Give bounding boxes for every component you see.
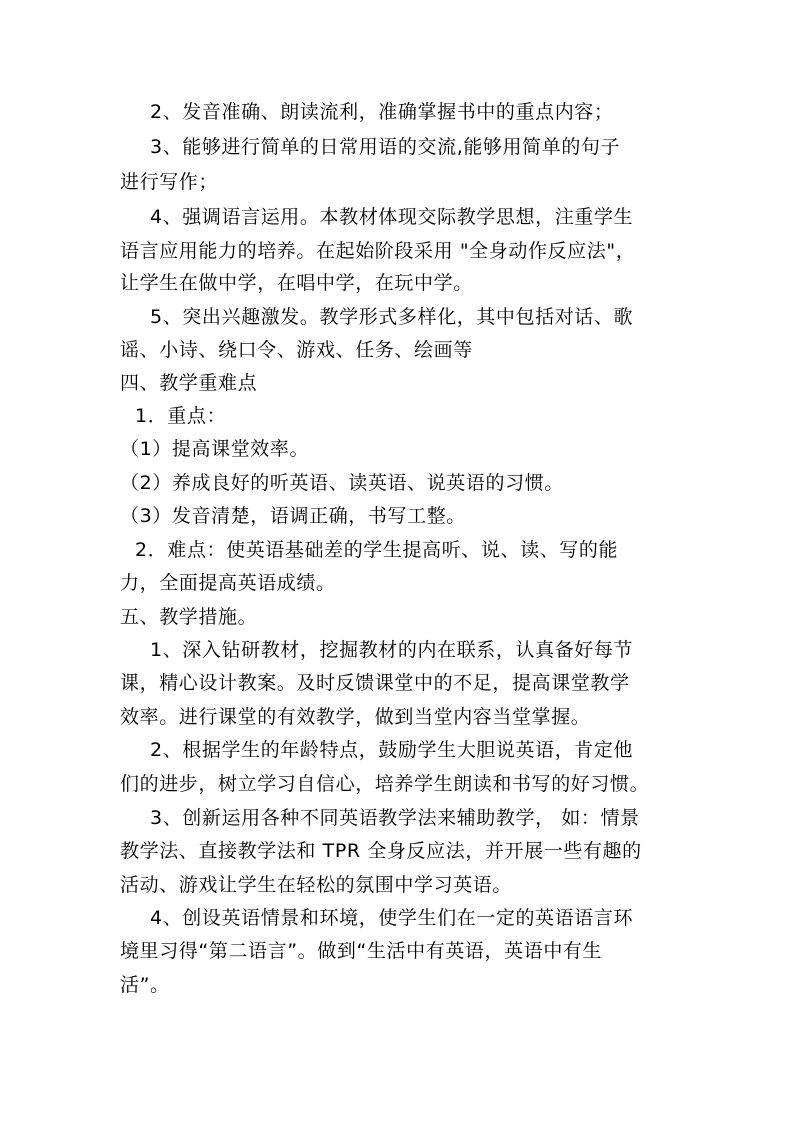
text-line: 1．重点： — [135, 405, 227, 427]
text-line: 课，精心设计教案。及时反馈课堂中的不足，提高课堂教学 — [120, 672, 630, 694]
text-line: 2、发音准确、朗读流利，准确掌握书中的重点内容； — [150, 101, 614, 123]
text-line: 让学生在做中学，在唱中学，在玩中学。 — [120, 272, 473, 294]
text-line: 4、创设英语情景和环境，使学生们在一定的英语语言环 — [150, 907, 634, 929]
text-line: 活动、游戏让学生在轻松的氛围中学习英语。 — [120, 874, 513, 896]
text-line: 4、强调语言运用。本教材体现交际教学思想，注重学生 — [150, 206, 634, 228]
section-heading: 四、教学重难点 — [120, 372, 258, 394]
text-line: 3、能够进行简单的日常用语的交流,能够用简单的句子 — [150, 136, 621, 158]
text-line: 力，全面提高英语成绩。 — [120, 572, 336, 594]
text-line: 谣、小诗、绕口令、游戏、任务、绘画等 — [120, 339, 473, 361]
text-line: 进行写作； — [120, 171, 219, 193]
text-line: （3）发音清楚，语调正确，书写工整。 — [120, 505, 466, 527]
text-line: 1、深入钻研教材，挖掘教材的内在联系，认真备好每节 — [150, 639, 634, 661]
text-line: 语言应用能力的培养。在起始阶段采用 "全身动作反应法"， — [120, 240, 636, 262]
text-line: （1）提高课堂效率。 — [120, 438, 310, 460]
text-line: 效率。进行课堂的有效教学，做到当堂内容当堂掌握。 — [120, 706, 591, 728]
text-line: 2、根据学生的年龄特点，鼓励学生大胆说英语，肯定他 — [150, 739, 634, 761]
text-line: 3、创新运用各种不同英语教学法来辅助教学， 如：情景 — [150, 807, 640, 829]
text-line: （2）养成良好的听英语、读英语、说英语的习惯。 — [120, 472, 564, 494]
text-line: 活”。 — [120, 974, 170, 996]
text-line: 境里习得“第二语言”。做到“生活中有英语，英语中有生 — [120, 940, 603, 962]
text-line: 教学法、直接教学法和 TPR 全身反应法，并开展一些有趣的 — [120, 840, 642, 862]
text-line: 2．难点：使英语基础差的学生提高听、说、读、写的能 — [135, 539, 619, 561]
text-line: 们的进步，树立学习自信心，培养学生朗读和书写的好习惯。 — [120, 773, 650, 795]
text-line: 5、突出兴趣激发。教学形式多样化，其中包括对话、歌 — [150, 306, 634, 328]
section-heading: 五、教学措施。 — [120, 606, 258, 628]
